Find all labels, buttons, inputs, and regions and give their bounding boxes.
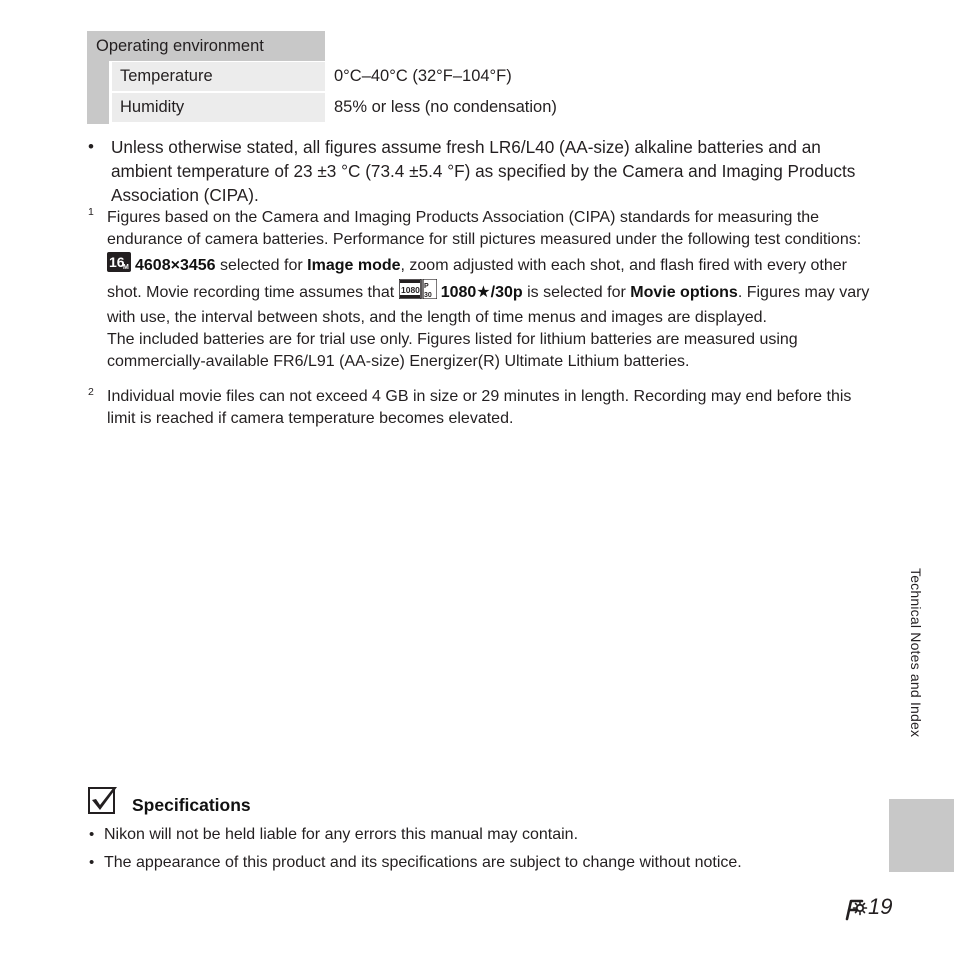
- checkmark-icon: [88, 786, 118, 816]
- table-row-value-humidity: 85% or less (no condensation): [334, 98, 557, 116]
- footnote-1-paragraph-2: The included batteries are for trial use only. Figures listed for lithium batteries are measured using commercially-available FR6/L91 (AA-size) Energizer(R) Ultimate Lithium batteries.: [107, 331, 798, 371]
- 16m-image-mode-icon: [107, 252, 131, 279]
- specifications-title: Specifications: [132, 795, 251, 815]
- spec-bullet-1: •: [89, 826, 95, 843]
- table-header-operating-environment: Operating environment: [87, 31, 325, 61]
- footnote-1: [107, 207, 877, 374]
- spec-item-1: Nikon will not be held liable for any errors this manual may contain.: [104, 826, 579, 843]
- movie-option-value: 1080★/30p: [440, 284, 523, 302]
- footnote-1-part4: is selected for: [527, 284, 626, 302]
- svg-text:P: P: [423, 283, 429, 291]
- spec-bullet-2: •: [89, 854, 95, 871]
- movie-options-term: Movie options: [630, 284, 738, 302]
- svg-text:16: 16: [109, 253, 125, 270]
- svg-text:1080: 1080: [400, 285, 420, 296]
- footnote-2: Individual movie files can not exceed 4 GB in size or 29 minutes in length. Recording may end before this limit is reached if camera temperature becomes elevated.: [107, 388, 852, 428]
- footnote-1-part1: Figures based on the Camera and Imaging Products Association (CIPA) standards for measuring the endurance of camera batteries. Performance for still pictures measured under the following test conditions:: [107, 209, 862, 249]
- page-number-text: 19: [868, 894, 893, 919]
- note-bullet: •: [88, 137, 94, 156]
- reference-f-icon: [840, 895, 868, 921]
- table-row-value-temperature: 0°C–40°C (32°F–104°F): [334, 67, 512, 85]
- side-section-label-text: Technical Notes and Index: [908, 568, 924, 738]
- image-mode-term: Image mode: [307, 256, 401, 274]
- image-size-value: 4608×3456: [135, 256, 216, 274]
- footnote-1-part3: , zoom adjusted with each shot, and flash fired with every other shot. Movie recording time assumes that: [107, 256, 847, 302]
- side-section-label: [880, 568, 940, 788]
- side-thumb-tab: [889, 799, 954, 872]
- table-row-label-humidity: Humidity: [112, 93, 325, 122]
- footnote-1-part5: . Figures may vary with use, the interval between shots, and the length of time menus and images are displayed.: [107, 284, 870, 326]
- footnote-number-2: 2: [88, 386, 94, 398]
- footnote-number-1: 1: [88, 206, 94, 218]
- 1080-movie-icon: [399, 279, 437, 306]
- table-indent-bar: [87, 61, 109, 124]
- table-row-label-temperature: Temperature: [112, 62, 325, 91]
- spec-item-2: The appearance of this product and its specifications are subject to change without notice.: [104, 854, 742, 871]
- footnote-1-part2: selected for: [219, 256, 303, 274]
- svg-text:M: M: [123, 263, 129, 271]
- svg-text:30: 30: [423, 292, 432, 300]
- note-main-text: Unless otherwise stated, all figures assume fresh LR6/L40 (AA-size) alkaline batteries and an ambient temperature of 23 ±3 °C (73.4 ±5.4 °F) as specified by the Camera and Imaging Products Association (CIPA).: [111, 137, 856, 205]
